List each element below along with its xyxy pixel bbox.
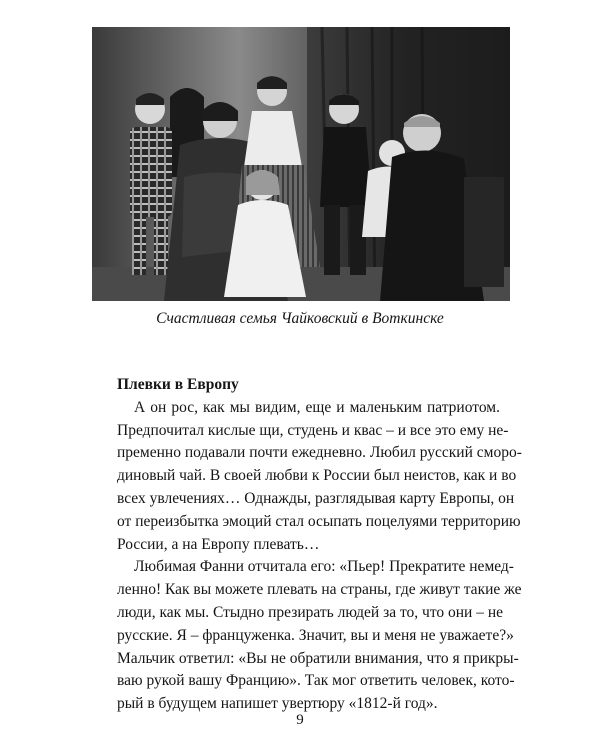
text-line: А он рос, как мы видим, еще и маленьким патриотом. [134, 398, 500, 416]
family-photograph [92, 27, 510, 301]
text-line: русские. Я – француженка. Значит, вы и меня не уважаете?» [117, 626, 514, 644]
photo-caption: Счастливая семья Чайковский в Воткинске [156, 310, 444, 327]
section-text [117, 374, 522, 716]
text-line: от переизбытка эмоций стал осыпать поцелуями территорию [117, 512, 521, 530]
text-line: люди, как мы. Стыдно презирать людей за то, что они – не [117, 603, 504, 621]
text-line: диновый чай. В своей любви к России был неистов, как и во [117, 467, 517, 485]
text-line: всех увлечениях… Однажды, разглядывая карту Европы, он [117, 489, 515, 507]
text-line: ленно! Как вы можете плевать на страны, где живут такие же [117, 581, 522, 599]
text-line: ваю рукой вашу Францию». Так мог ответить человек, кото- [117, 672, 515, 690]
page-number: 9 [296, 712, 304, 728]
text-line: пременно подавали почти ежедневно. Любил русский сморо- [117, 444, 522, 462]
text-line: России, а на Европу плевать… [117, 535, 320, 553]
text-line: Любимая Фанни отчитала его: «Пьер! Прекратите немед- [134, 558, 514, 576]
text-line: Мальчик ответил: «Вы не обратили внимания, что я прикры- [117, 649, 519, 667]
section-heading: Плевки в Европу [117, 376, 239, 393]
text-line: Предпочитал кислые щи, студень и квас – и все это ему не- [117, 421, 509, 439]
text-line: рый в будущем напишет увертюру «1812-й год». [117, 695, 438, 713]
